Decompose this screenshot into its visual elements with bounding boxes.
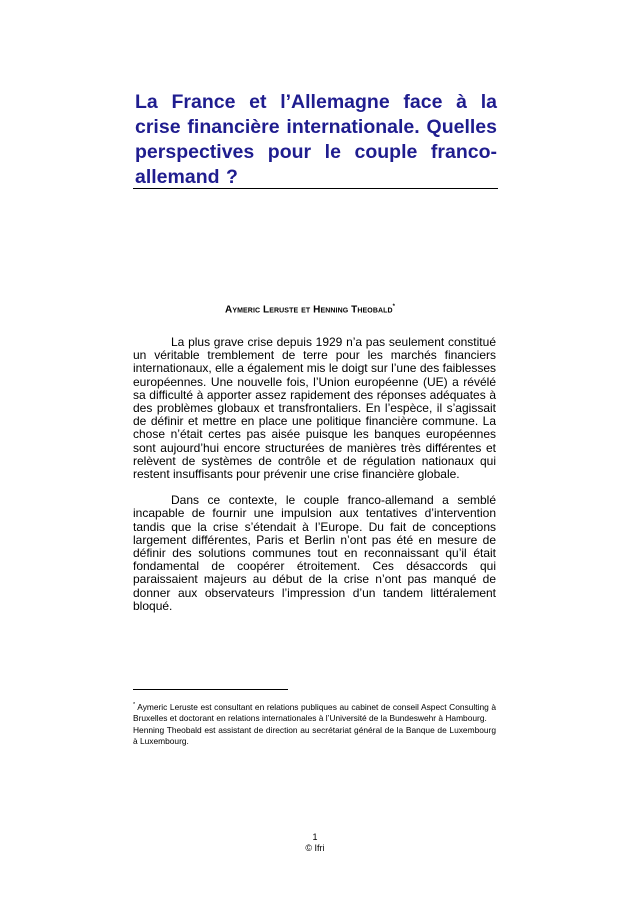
authors-footnote-marker: * [392,304,396,310]
page-footer [290,832,340,854]
footnote-separator [133,689,288,690]
authors-line [225,304,395,315]
footnote-1 [133,700,496,725]
page-number: 1 [312,832,318,842]
copyright-notice: © Ifri [305,843,325,853]
footnotes [133,700,496,747]
footnote-2: Henning Theobald est assistant de direction au secrétariat général de la Banque de Luxembourg à Luxembourg. [133,724,496,747]
paragraph-1: La plus grave crise depuis 1929 n’a pas seulement constitué un véritable tremblement de terre pour les marchés financiers internationaux, elle a également mis le doigt sur l’une des faiblesses européennes. Une nouvelle fois, l’Union européenne (UE) a révélé sa difficulté à apporter assez rapidement des réponses adéquates à des problèmes globaux et transfrontaliers. En l’espèce, il s’agissait de définir et mettre en place une politique financière commune. La chose n’était certes pas aisée puisque les banques européennes sont aujourd’hui encore structurées de manières très différentes et relèvent de systèmes de contrôle et de régulation nationaux qui restent insuffisants pour prévenir une crise financière globale. [133,335,496,482]
paragraph-2: Dans ce contexte, le couple franco-allemand a semblé incapable de fournir une impulsion aux tentatives d’intervention tandis que la crise s’étendait à l’Europe. Du fait de conceptions largement différentes, Paris et Berlin n’ont pas été en mesure de définir des solutions communes tout en reconnaissant qu’il était fondamental de coopérer étroitement. Ces désaccords qui paraissaient majeurs au début de la crise n’ont pas manqué de donner aux observateurs l’impression d’un tandem littéralement bloqué. [133,493,496,613]
document-title: La France et l’Allemagne face à la crise financière internationale. Quelles perspectives pour le couple franco-allemand ? [135,91,497,188]
authors-names: Aymeric Leruste et Henning Theobald [225,304,393,316]
footnote-marker: * [133,702,136,708]
title-underline [133,188,498,189]
footnote-1-text: Aymeric Leruste est consultant en relations publiques au cabinet de conseil Aspect Consulting à Bruxelles et doctorant en relations internationales à l’Université de la Bundeswehr à Hambourg. [133,701,496,724]
body-text [133,336,496,626]
